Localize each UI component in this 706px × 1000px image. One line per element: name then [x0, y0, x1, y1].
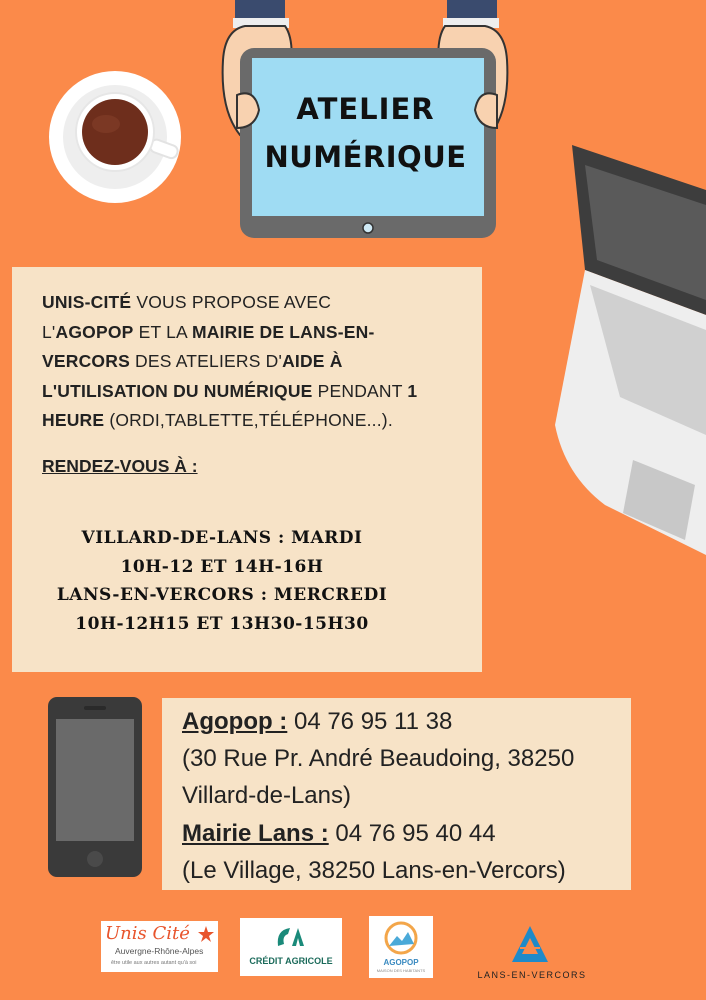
uniscite-logo: Unis Cité Auvergne-Rhône-Alpes être utile aux autres autant qu'à soi	[101, 921, 218, 972]
mairie-address: (Le Village, 38250 Lans-en-Vercors)	[182, 857, 566, 884]
laptop-illustration	[545, 135, 706, 555]
rendezvous-heading: RENDEZ-VOUS À :	[42, 456, 198, 476]
agopop-contact: Agopop : 04 76 95 11 38	[182, 708, 453, 735]
smartphone-illustration	[48, 697, 144, 879]
agopop-logo: AGOPOP MAISON DES HABITANTS	[369, 916, 433, 978]
star-icon	[197, 925, 215, 943]
title-line-1: ATELIER	[296, 92, 435, 126]
agopop-address-1: (30 Rue Pr. André Beaudoing, 38250	[182, 745, 575, 772]
agopop-name: AGOPOP	[55, 321, 134, 342]
mountain-logo-icon	[510, 924, 550, 964]
agopop-address-2: Villard-de-Lans)	[182, 782, 351, 809]
intro-text: UNIS-CITÉ VOUS PROPOSE AVEC L'AGOPOP ET LA MAIRIE DE LANS-EN- VERCORS DES ATELIERS D'AIDE À L'UTILISATION DU NUMÉRIQUE PENDANT 1 HEURE (ORDI,TABLETTE,TÉLÉPHONE...).	[42, 292, 418, 430]
schedule-line-2: 10H-12 ET 14H-16H	[120, 557, 324, 577]
agopop-mark-icon	[383, 920, 419, 956]
lans-en-vercors-logo: LANS-EN-VERCORS	[462, 924, 602, 984]
title-line-2: NUMÉRIQUE	[264, 140, 467, 174]
mairie-phone: 04 76 95 40 44	[328, 820, 496, 847]
credit-agricole-logo: CRÉDIT AGRICOLE	[240, 918, 342, 976]
schedule-line-1: VILLARD-DE-LANS : MARDI	[81, 528, 363, 548]
credit-agricole-mark-icon	[274, 924, 308, 950]
mairie-contact: Mairie Lans : 04 76 95 40 44	[182, 820, 496, 847]
agopop-phone: 04 76 95 11 38	[287, 708, 453, 735]
schedule-line-3: LANS-EN-VERCORS : MERCREDI	[56, 585, 388, 605]
coffee-cup-illustration	[48, 70, 188, 210]
schedule-line-4: 10H-12H15 ET 13H30-15H30	[75, 614, 369, 634]
org-name: UNIS-CITÉ	[42, 292, 132, 312]
